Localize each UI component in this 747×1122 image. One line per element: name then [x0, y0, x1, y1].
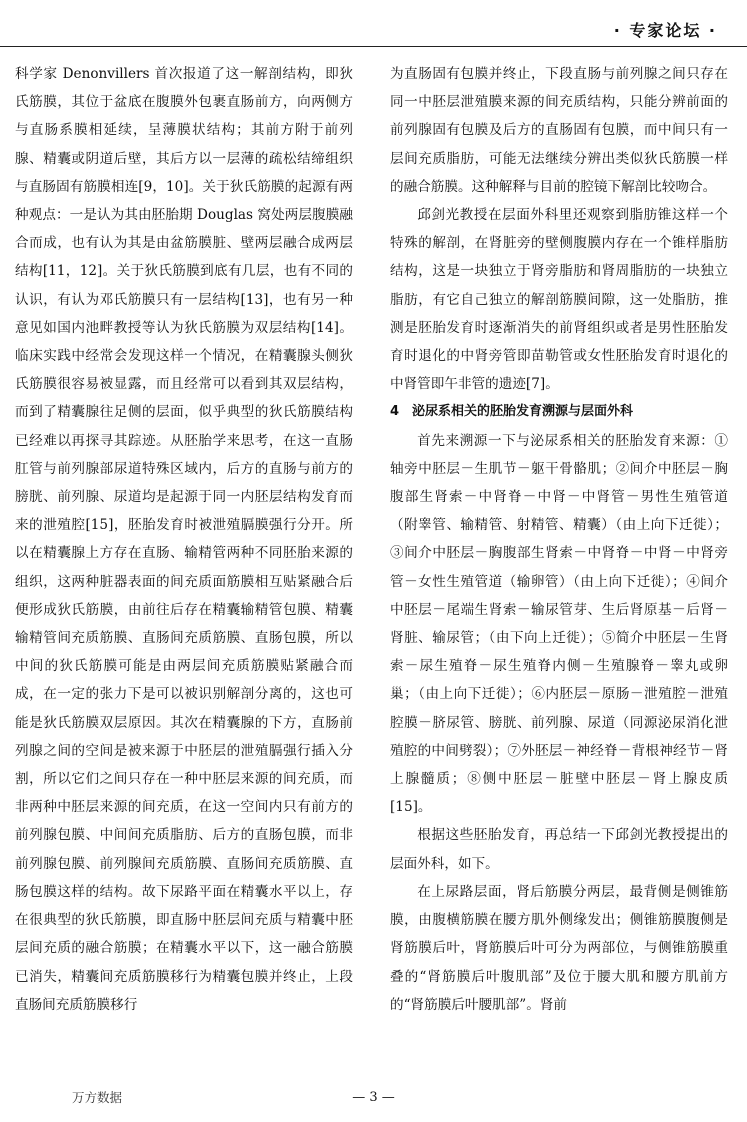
left-column [15, 60, 353, 1019]
right-paragraph-1: 为直肠固有包膜并终止，下段直肠与前列腺之间只存在同一中胚层泄殖膜来源的间充质结构，只能分辨前面的前列腺固有包膜及后方的直肠固有包膜，而中间只有一层间充质脂肪，可能无法继续分辨出类似狄氏筋膜一样的融合筋膜。这种解释与目前的腔镜下解剖比较吻合。 [390, 66, 728, 195]
section-heading-4: 4 泌尿系相关的胚胎发育溯源与层面外科 [390, 404, 634, 420]
right-paragraph-5: 在上尿路层面，肾后筋膜分两层，最背侧是侧锥筋膜，由腹横筋膜在腰方肌外侧缘发出；侧锥筋膜腹侧是肾筋膜后叶，肾筋膜后叶可分为两部位，与侧锥筋膜重叠的“肾筋膜后叶腹肌部”及位于腰大肌和腰方肌前方的“肾筋膜后叶腰肌部”。肾前 [390, 883, 728, 1013]
header-rule [0, 46, 747, 47]
right-paragraph-2: 邱剑光教授在层面外科里还观察到脂肪锥这样一个特殊的解剖，在肾脏旁的壁侧腹膜内存在一个锥样脂肪结构，这是一块独立于肾旁脂肪和肾周脂肪的一块独立脂肪，有它自己独立的解剖筋膜间隙，这一处脂肪，推测是胚胎发育时逐渐消失的前肾组织或者是男性胚胎发育时退化的中肾旁管即苗勒管或女性胚胎发育时退化的中肾管即午非管的遗迹[7]。 [390, 207, 728, 393]
right-column [390, 60, 728, 1019]
right-paragraph-4: 根据这些胚胎发育，再总结一下邱剑光教授提出的层面外科，如下。 [390, 827, 728, 872]
left-paragraph-1: 科学家 Denonvillers 首次报道了这一解剖结构，即狄氏筋膜，其位于盆底在腹膜外包裹直肠前方，向两侧方与直肠系膜相延续，呈薄膜状结构；其前方附于前列腺、精囊或阴道后壁，其后方以一层薄的疏松结缔组织与直肠固有筋膜相连[9，10]。关于狄氏筋膜的起源有两种观点：一是认为其由胚胎期 Douglas 窝处两层腹膜融合而成，也有认为其是由盆筋膜脏、壁两层融合成两层结构[11，12]。关于狄氏筋膜到底有几层，也有不同的认识，有认为邓氏筋膜只有一层结构[13]，也有另一种意见如国内池畔教授等认为狄氏筋膜为双层结构[14]。临床实践中经常会发现这样一个情况，在精囊腺头侧狄氏筋膜很容易被显露，而且经常可以看到其双层结构，而到了精囊腺往足侧的层面，似乎典型的狄氏筋膜结构已经难以再探寻其踪迹。从胚胎学来思考，在这一直肠肛管与前列腺部尿道特殊区域内，后方的直肠与前方的膀胱、前列腺、尿道均是起源于同一内胚层结构发育而来的泄殖腔[15]，胚胎发育时被泄殖膈膜强行分开。所以在精囊腺上方存在直肠、输精管两种不同胚胎来源的组织，这两种脏器表面的间充质面筋膜相互贴紧融合后便形成狄氏筋膜，由前往后存在精囊输精管包膜、精囊输精管间充质筋膜、直肠间充质筋膜、直肠包膜，所以中间的狄氏筋膜可能是由两层间充质筋膜贴紧融合而成，在一定的张力下是可以被识别解剖分离的，这也可能是狄氏筋膜双层原因。其次在精囊腺的下方，直肠前列腺之间的空间是被来源于中胚层的泄殖膈强行插入分割，所以它们之间只存在一种中胚层来源的间充质，而非两种中胚层来源的间充质，在这一空间内只有前方的前列腺包膜、中间间充质脂肪、后方的直肠包膜，而非前列腺包膜、前列腺间充质筋膜、直肠间充质筋膜、直肠包膜这样的结构。故下尿路平面在精囊水平以上，存在很典型的狄氏筋膜，即直肠中胚层间充质与精囊中胚层间充质的融合筋膜；在精囊水平以下，这一融合筋膜已消失，精囊间充质筋膜移行为精囊包膜并终止，上段直肠间充质筋膜移行 [15, 66, 353, 1013]
section-header: · 专家论坛 · [613, 21, 717, 40]
page-number: — 3 — [352, 1090, 395, 1105]
right-paragraph-3: 首先来溯源一下与泌尿系相关的胚胎发育来源：①轴旁中胚层－生肌节－躯干骨骼肌；②间介中胚层－胸腹部生肾索－中肾脊－中肾－中肾管－男性生殖管道（附睾管、输精管、射精管、精囊）（由上向下迁徙）；③间介中胚层－胸腹部生肾索－中肾脊－中肾－中肾旁管－女性生殖管道（输卵管）（由上向下迁徙）；④间介中胚层－尾端生肾索－输尿管芽、生后肾原基－后肾－肾脏、输尿管；（由下向上迁徙）；⑤简介中胚层－生肾索－尿生殖脊－尿生殖脊内侧－生殖腺脊－睾丸或卵巢；（由上向下迁徙）；⑥内胚层－原肠－泄殖腔－泄殖腔膜－脐尿管、膀胱、前列腺、尿道（同源泌尿消化泄殖腔的中间劈裂）；⑦外胚层－神经脊－背根神经节－肾上腺髓质；⑧侧中胚层－脏壁中胚层－肾上腺皮质[15]。 [390, 432, 728, 816]
footer-source: 万方数据 [72, 1090, 123, 1105]
